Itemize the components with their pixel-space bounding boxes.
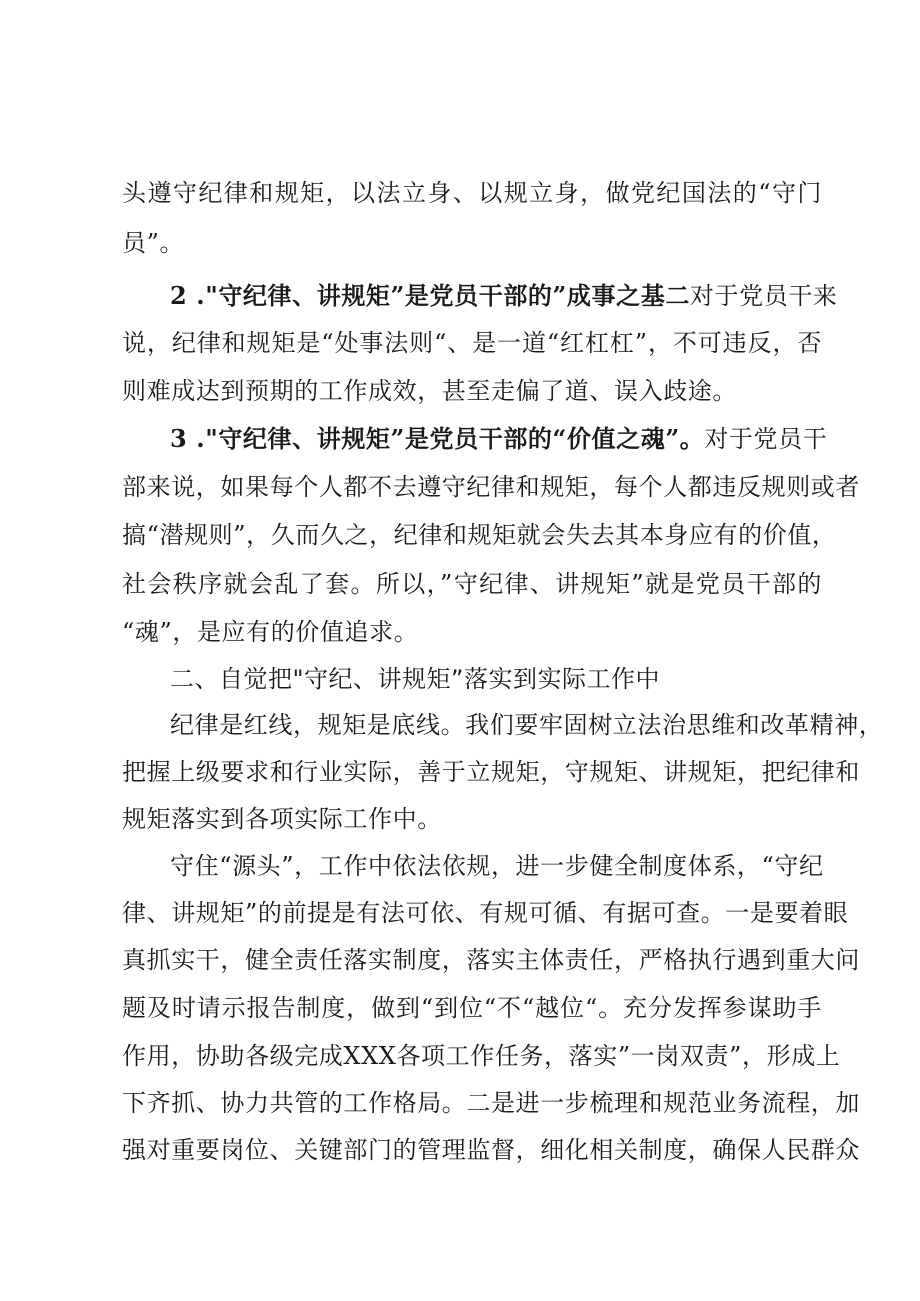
para3-line2: 部来说，如果每个人都不去遵守纪律和规矩，每个人都违反规则或者 xyxy=(122,473,860,501)
para3-line4: 社会秩序就会乱了套。所以，”守纪律、讲规矩”就是党员干部的 xyxy=(122,570,822,598)
para4-line1: 纪律是红线，规矩是底线。我们要牢固树立法治思维和改革精神， xyxy=(170,711,884,739)
para3-line1-rest: 对于党员干 xyxy=(704,425,828,453)
para5-line3: 真抓实干，健全责任落实制度，落实主体责任，严格执行遇到重大问 xyxy=(122,946,860,974)
para5-line2: 律、讲规矩”的前提是有法可依、有规可循、有据可查。一是要着眼 xyxy=(122,899,849,927)
para1-line1: 头遵守纪律和规矩，以法立身、以规立身，做党纪国法的“守门 xyxy=(122,179,822,207)
para5-line6: 下齐抓、协力共管的工作格局。二是进一步梳理和规范业务流程，加 xyxy=(122,1089,860,1117)
para2-line1 xyxy=(170,281,838,311)
para5-line5: 作用，协助各级完成XXX各项工作任务，落实”一岗双责”，形成上 xyxy=(122,1042,841,1070)
para4-line2: 把握上级要求和行业实际，善于立规矩，守规矩、讲规矩，把纪律和 xyxy=(122,758,860,786)
para3-lead: 3 ."守纪律、讲规矩”是党员干部的“价值之魂”。 xyxy=(170,424,705,453)
para1-line2: 员”。 xyxy=(122,229,185,257)
section-heading: 二、自觉把"守纪、讲规矩”落实到实际工作中 xyxy=(170,665,660,693)
para2-line2: 说，纪律和规矩是“处事法则“、是一道“红杠杠”，不可违反，否 xyxy=(122,329,822,357)
para5-line7: 强对重要岗位、关键部门的管理监督，细化相关制度，确保人民群众 xyxy=(122,1136,860,1164)
para3-line3: 搞“潜规则”，久而久之，纪律和规矩就会失去其本身应有的价值， xyxy=(122,521,837,549)
para2-line1-rest: 对于党员干来 xyxy=(689,282,838,310)
para5-line4: 题及时请示报告制度，做到“到位“不“越位“。充分发挥参谋助手 xyxy=(122,994,822,1022)
para4-line3: 规矩落实到各项实际工作中。 xyxy=(122,805,442,833)
para3-line5: “魂”，是应有的价值追求。 xyxy=(122,618,419,646)
para2-lead: 2 ."守纪律、讲规矩”是党员干部的”成事之基二 xyxy=(170,281,690,310)
para2-line3: 则难成达到预期的工作成效，甚至走偏了道、误入歧途。 xyxy=(122,377,737,405)
para5-line1: 守住“源头”，工作中依法依规，进一步健全制度体系，“守纪 xyxy=(170,852,824,880)
para3-line1 xyxy=(170,424,828,454)
